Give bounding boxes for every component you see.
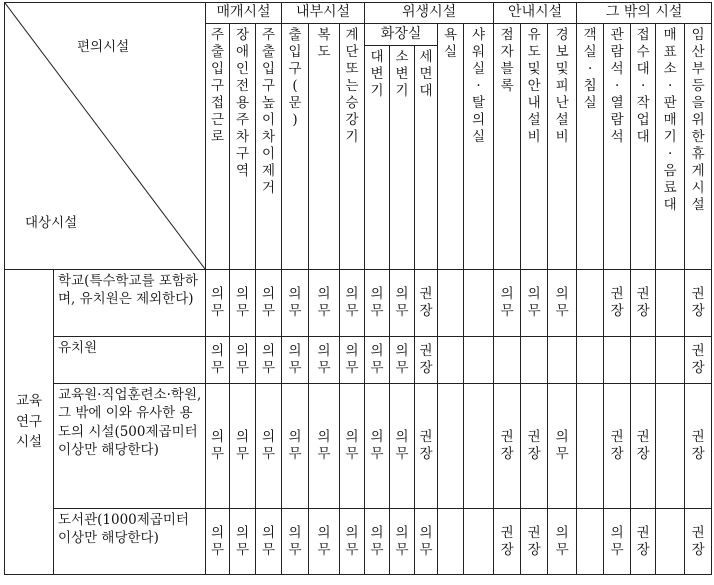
cell: 의무: [548, 509, 577, 575]
cell: [464, 384, 494, 509]
cell: 의무: [230, 337, 256, 384]
column-header: 세면대: [415, 46, 438, 270]
cell: [577, 270, 604, 337]
cell: 권장: [631, 270, 656, 337]
cell: 권장: [604, 384, 631, 509]
cell: 의무: [256, 337, 282, 384]
cell: 의무: [390, 337, 415, 384]
group-header-sanitary: 위생시설: [365, 3, 494, 24]
cell: 의무: [415, 509, 438, 575]
facility-name: 유치원: [54, 337, 206, 384]
cell: 의무: [340, 384, 365, 509]
cell: [577, 384, 604, 509]
cell: 의무: [494, 270, 521, 337]
cell: 권장: [604, 270, 631, 337]
cell: 권장: [521, 509, 548, 575]
column-header: 관람석·열람석: [604, 24, 631, 270]
corner-label-top: 편의시설: [77, 39, 130, 55]
facility-name: 학교(특수학교를 포함하며, 유치원은 제외한다): [54, 270, 206, 337]
cell: 의무: [256, 509, 282, 575]
column-header: 샤워실·탈의실: [464, 24, 494, 270]
column-header: 장애인전용주차구역: [230, 24, 256, 270]
cell: 의무: [548, 270, 577, 337]
cell: [464, 337, 494, 384]
column-header: 임산부등을위한휴게시설: [685, 24, 712, 270]
cell: [604, 337, 631, 384]
corner-label-bottom: 대상시설: [25, 215, 78, 231]
cell: [631, 337, 656, 384]
cell: 의무: [282, 337, 309, 384]
cell: [577, 509, 604, 575]
cell: 의무: [256, 384, 282, 509]
cell: 권장: [685, 509, 712, 575]
cell: 권장: [415, 270, 438, 337]
cell: [464, 509, 494, 575]
column-header: 점자블록: [494, 24, 521, 270]
cell: 권장: [415, 384, 438, 509]
cell: 의무: [309, 509, 340, 575]
toilet-group-header: 화장실: [365, 24, 438, 46]
column-header: 대변기: [365, 46, 390, 270]
cell: [548, 337, 577, 384]
cell: [494, 337, 521, 384]
cell: 의무: [230, 509, 256, 575]
cell: 권장: [685, 337, 712, 384]
cell: 의무: [230, 384, 256, 509]
cell: [438, 509, 464, 575]
column-header: 유도및안내설비: [521, 24, 548, 270]
group-header-interior: 내부시설: [282, 3, 365, 24]
cell: 의무: [206, 384, 230, 509]
cell: 의무: [340, 337, 365, 384]
cell: 의무: [206, 337, 230, 384]
cell: 권장: [521, 384, 548, 509]
cell: 의무: [256, 270, 282, 337]
column-header: 객실·침실: [577, 24, 604, 270]
cell: 의무: [309, 270, 340, 337]
cell: 의무: [521, 270, 548, 337]
column-header: 주출입구접근로: [206, 24, 230, 270]
group-header-access: 매개시설: [206, 3, 282, 24]
cell: [438, 384, 464, 509]
cell: 권장: [494, 509, 521, 575]
header-corner-cell: [5, 3, 206, 270]
cell: 의무: [548, 384, 577, 509]
cell: 권장: [631, 509, 656, 575]
cell: [577, 337, 604, 384]
group-header-other: 그 밖의 시설: [577, 3, 712, 24]
cell: 의무: [282, 384, 309, 509]
category-cell: 교육연구시설: [5, 270, 54, 575]
cell: 의무: [309, 337, 340, 384]
cell: 권장: [631, 384, 656, 509]
cell: [656, 337, 685, 384]
cell: 의무: [365, 384, 390, 509]
cell: 의무: [365, 337, 390, 384]
cell: 의무: [282, 270, 309, 337]
cell: [438, 270, 464, 337]
column-header: 복도: [309, 24, 340, 270]
cell: [521, 337, 548, 384]
cell: 의무: [230, 270, 256, 337]
cell: 의무: [309, 384, 340, 509]
column-header: 출입구(문): [282, 24, 309, 270]
cell: 권장: [685, 384, 712, 509]
cell: 권장: [415, 337, 438, 384]
cell: 의무: [340, 509, 365, 575]
cell: 권장: [685, 270, 712, 337]
cell: 의무: [390, 384, 415, 509]
column-header: 주출입구높이차이제거: [256, 24, 282, 270]
column-header: 매표소·판매기·음료대: [656, 24, 685, 270]
cell: [656, 270, 685, 337]
cell: [656, 384, 685, 509]
facility-requirements-table: [4, 2, 712, 575]
cell: 권장: [494, 384, 521, 509]
column-header: 접수대·작업대: [631, 24, 656, 270]
cell: 의무: [604, 509, 631, 575]
cell: 의무: [365, 270, 390, 337]
cell: 의무: [365, 509, 390, 575]
column-header: 경보및피난설비: [548, 24, 577, 270]
cell: 의무: [390, 509, 415, 575]
group-header-guidance: 안내시설: [494, 3, 577, 24]
cell: 의무: [390, 270, 415, 337]
cell: [464, 270, 494, 337]
cell: 의무: [340, 270, 365, 337]
column-header: 계단또는승강기: [340, 24, 365, 270]
cell: 의무: [282, 509, 309, 575]
cell: 의무: [206, 509, 230, 575]
cell: [656, 509, 685, 575]
column-header: 욕실: [438, 24, 464, 270]
facility-name: 도서관(1000제곱미터 이상만 해당한다): [54, 509, 206, 575]
cell: 의무: [206, 270, 230, 337]
column-header: 소변기: [390, 46, 415, 270]
cell: [438, 337, 464, 384]
facility-name: 교육원·직업훈련소·학원, 그 밖에 이와 유사한 용도의 시설(500제곱미터 이상만 해당한다): [54, 384, 206, 509]
